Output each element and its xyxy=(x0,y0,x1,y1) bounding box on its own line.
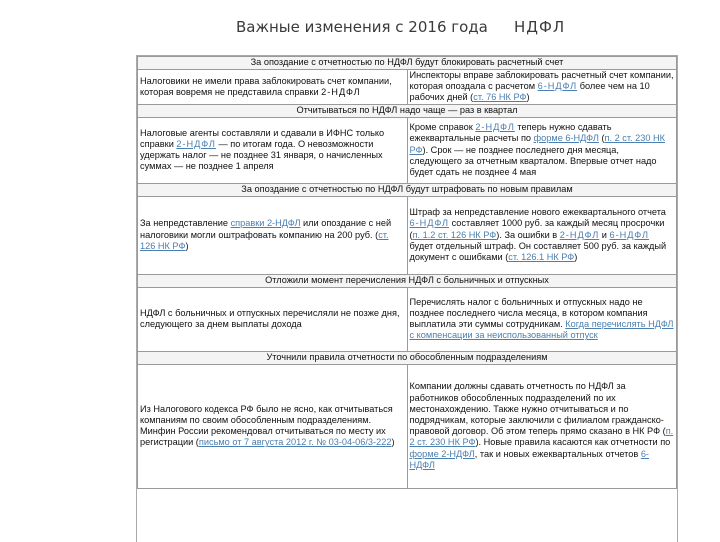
reference-link[interactable]: ст. 76 НК РФ xyxy=(473,92,527,103)
reference-link[interactable]: 6-НДФЛ xyxy=(409,448,649,470)
after-cell xyxy=(407,117,677,183)
reference-link[interactable]: п. 1.2 ст. 126 НК РФ xyxy=(412,229,497,240)
reference-link[interactable]: 6-НДФЛ xyxy=(609,229,650,240)
before-cell xyxy=(138,364,408,488)
cell-text: НДФЛ с больничных и отпускных перечисляли не позже дня, следующего за днем выплаты дохода xyxy=(140,307,400,330)
changes-table xyxy=(137,56,677,489)
cell-text: ). За ошибки в xyxy=(496,229,560,240)
comparison-row xyxy=(138,117,677,183)
cell-text: ). Срок — не позднее последнего дня месяца, следующего за отчетным кварталом. Впервые отчет надо будет сдать не позднее 4 мая xyxy=(409,144,657,177)
reference-link[interactable]: 2-НДФЛ xyxy=(559,229,600,240)
section-heading-row xyxy=(138,104,677,117)
comparison-row xyxy=(138,287,677,351)
reference-link[interactable]: форме 2-НДФЛ xyxy=(409,448,475,459)
reference-link[interactable]: ст. 126 НК РФ xyxy=(140,229,389,251)
reference-link[interactable]: справки 2-НДФЛ xyxy=(230,218,301,229)
cell-text: Налоговые агенты составляли и сдавали в ИФНС только справки xyxy=(140,127,385,149)
section-heading: Отложили момент перечисления НДФЛ с больничных и отпускных xyxy=(138,274,677,287)
cell-text: Перечислять налог с больничных и отпускных надо не позднее последнего числа месяца, в котором компания выплатила эти суммы сотрудникам. xyxy=(409,296,648,330)
before-cell xyxy=(138,117,408,183)
reference-link[interactable]: п. 2 ст. 230 НК РФ xyxy=(409,133,666,155)
reference-link[interactable]: п. 2 ст. 230 НК РФ xyxy=(409,426,674,448)
reference-link[interactable]: 2-НДФЛ xyxy=(176,138,216,149)
cell-text: ). Новые правила касаются как отчетности по xyxy=(475,437,671,448)
reference-link[interactable]: 6-НДФЛ xyxy=(537,81,578,92)
cell-text: будет отдельный штраф. Он составляет 500 руб. за каждый документ с ошибками ( xyxy=(409,240,667,262)
reference-link[interactable]: письмо от 7 августа 2012 г. № 03-04-06/3-222 xyxy=(198,437,392,448)
reference-link[interactable]: 6-НДФЛ xyxy=(409,218,450,229)
cell-text: 2-НДФЛ xyxy=(321,86,361,97)
slide-header xyxy=(0,14,720,42)
reference-link[interactable]: Когда перечислять НДФЛ с компенсации за неиспользованный отпуск xyxy=(409,319,674,341)
reference-link[interactable]: 2-НДФЛ xyxy=(475,122,515,133)
cell-text: ) xyxy=(391,437,395,448)
section-heading: Отчитываться по НДФЛ надо чаще — раз в квартал xyxy=(138,104,677,117)
after-cell xyxy=(407,364,677,488)
comparison-row xyxy=(138,196,677,274)
cell-text: ) xyxy=(574,251,578,262)
section-heading-row xyxy=(138,57,677,70)
comparison-row xyxy=(138,364,677,488)
cell-text: теперь нужно сдавать ежеквартальные расчеты по xyxy=(409,122,612,144)
reference-link[interactable]: ст. 126.1 НК РФ xyxy=(508,251,575,262)
cell-text: более чем на 10 рабочих дней ( xyxy=(409,81,650,103)
cell-text: Кроме справок xyxy=(409,122,476,133)
section-heading-row xyxy=(138,351,677,364)
cell-text: ( xyxy=(598,133,605,144)
section-heading-row xyxy=(138,183,677,196)
cell-text: ) xyxy=(526,92,530,103)
before-cell xyxy=(138,287,408,351)
cell-text: составляет 1000 руб. за каждый месяц просрочки ( xyxy=(409,218,665,240)
section-heading-row xyxy=(138,274,677,287)
reference-link[interactable]: форме 6-НДФЛ xyxy=(533,133,599,144)
cell-text: или опоздание с ней налоговики могли оштрафовать компанию на 200 руб. ( xyxy=(140,218,392,240)
section-heading: За опоздание с отчетностью по НДФЛ будут блокировать расчетный счет xyxy=(138,57,677,70)
cell-text: Компании должны сдавать отчетность по НДФЛ за работников обособленных подразделений по их местонахождению. Также нужно отчитываться и по подрядчикам, которые заключили с филиалом гражданско-правовой договор. Об этом теперь прямо сказано в НК РФ ( xyxy=(409,381,666,437)
after-cell xyxy=(407,70,677,105)
after-cell xyxy=(407,196,677,274)
before-cell xyxy=(138,70,408,105)
cell-text: Инспекторы вправе заблокировать расчетный счет компании, которая опоздала с расчетом xyxy=(409,70,674,92)
cell-text: Из Налогового кодекса РФ было не ясно, как отчитываться компаниям по своим обособленным подразделениям. Минфин России рекомендовал отчитываться по месту их регистрации ( xyxy=(140,403,393,448)
cell-text: Налоговики не имели права заблокировать счет компании, которая вовремя не представила справки xyxy=(140,75,392,97)
after-cell xyxy=(407,287,677,351)
cell-text: , так и новых ежеквартальных отчетов xyxy=(474,448,641,459)
cell-text: ) xyxy=(185,240,189,251)
comparison-row xyxy=(138,70,677,105)
slide-title: Важные изменения с 2016 года xyxy=(236,18,488,36)
before-cell xyxy=(138,196,408,274)
changes-document xyxy=(136,55,678,542)
slide-tag: НДФЛ xyxy=(514,18,566,36)
cell-text: За непредставление xyxy=(140,218,231,229)
cell-text: и xyxy=(599,229,610,240)
section-heading: Уточнили правила отчетности по обособленным подразделениям xyxy=(138,351,677,364)
section-heading: За опоздание с отчетностью по НДФЛ будут штрафовать по новым правилам xyxy=(138,183,677,196)
cell-text: — по итогам года. О невозможности удержать налог — не позднее 31 января, о начисленных суммах — не позднее 1 апреля xyxy=(140,138,383,172)
cell-text: Штраф за непредставление нового ежеквартального отчета xyxy=(409,207,666,218)
